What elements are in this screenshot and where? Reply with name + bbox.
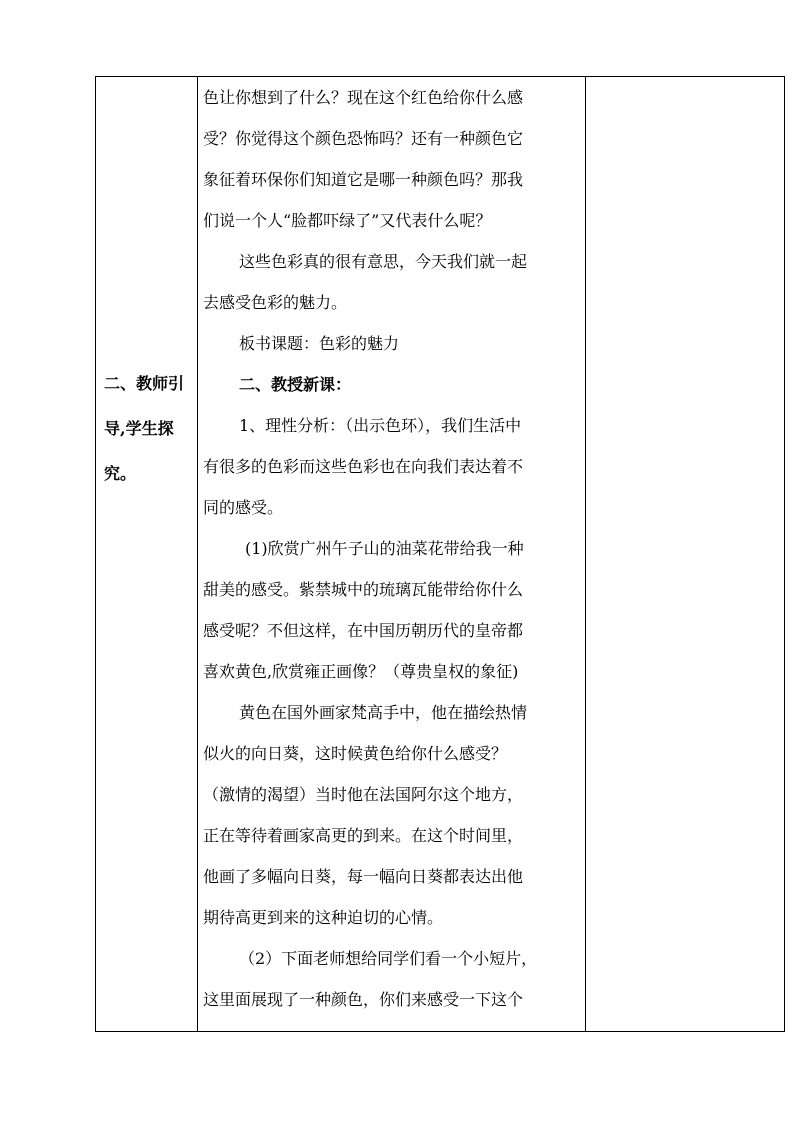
content-line: （激情的渴望）当时他在法国阿尔这个地方， [203,785,524,804]
content-paragraph-start: 1、理性分析：（出示色环），我们生活中 [239,416,522,435]
stage-label-line: 二、教师引 [104,374,185,393]
content-line: 喜欢黄色,欣赏雍正画像？（尊贵皇权的象征) [203,662,519,681]
section-heading: 二、教授新课： [239,375,352,394]
content-line: 这里面展现了一种颜色，你们来感受一下这个 [203,990,524,1009]
content-paragraph-start: 这些色彩真的很有意思，今天我们就一起 [239,252,528,271]
content-line: 他画了多幅向日葵，每一幅向日葵都表达出他 [203,867,524,886]
content-line: 感受呢？不但这样，在中国历朝历代的皇帝都 [203,621,524,640]
content-line: 似火的向日葵，这时候黄色给你什么感受？ [203,744,508,763]
content-line: 们说一个人“脸都吓绿了”又代表什么呢？ [203,211,492,230]
content-line: 正在等待着画家高更的到来。在这个时间里， [203,826,524,845]
content-line: 期待高更到来的这种迫切的心情。 [203,908,444,927]
stage-label-line: 究。 [104,464,137,483]
content-line: 有很多的色彩而这些色彩也在向我们表达着不 [203,457,524,476]
column-divider-left [197,77,198,1031]
content-paragraph-start: （2）下面老师想给同学们看一个小短片， [239,949,538,968]
content-line: 象征着环保你们知道它是哪一种颜色吗？那我 [203,170,524,189]
content-paragraph-start: (1)欣赏广州午子山的油菜花带给我一种 [245,539,524,558]
content-line: 色让你想到了什么？现在这个红色给你什么感 [203,88,524,107]
content-line: 同的感受。 [203,498,284,517]
column-divider-right [585,77,586,1031]
board-title-line: 板书课题：色彩的魅力 [239,334,400,353]
content-line: 受？你觉得这个颜色恐怖吗？还有一种颜色它 [203,129,524,148]
content-paragraph-start: 黄色在国外画家梵高手中，他在描绘热情 [239,703,528,722]
content-line: 甜美的感受。紫禁城中的琉璃瓦能带给你什么 [203,580,524,599]
content-line: 去感受色彩的魅力。 [203,293,348,312]
stage-label-line: 导,学生探 [104,419,174,438]
